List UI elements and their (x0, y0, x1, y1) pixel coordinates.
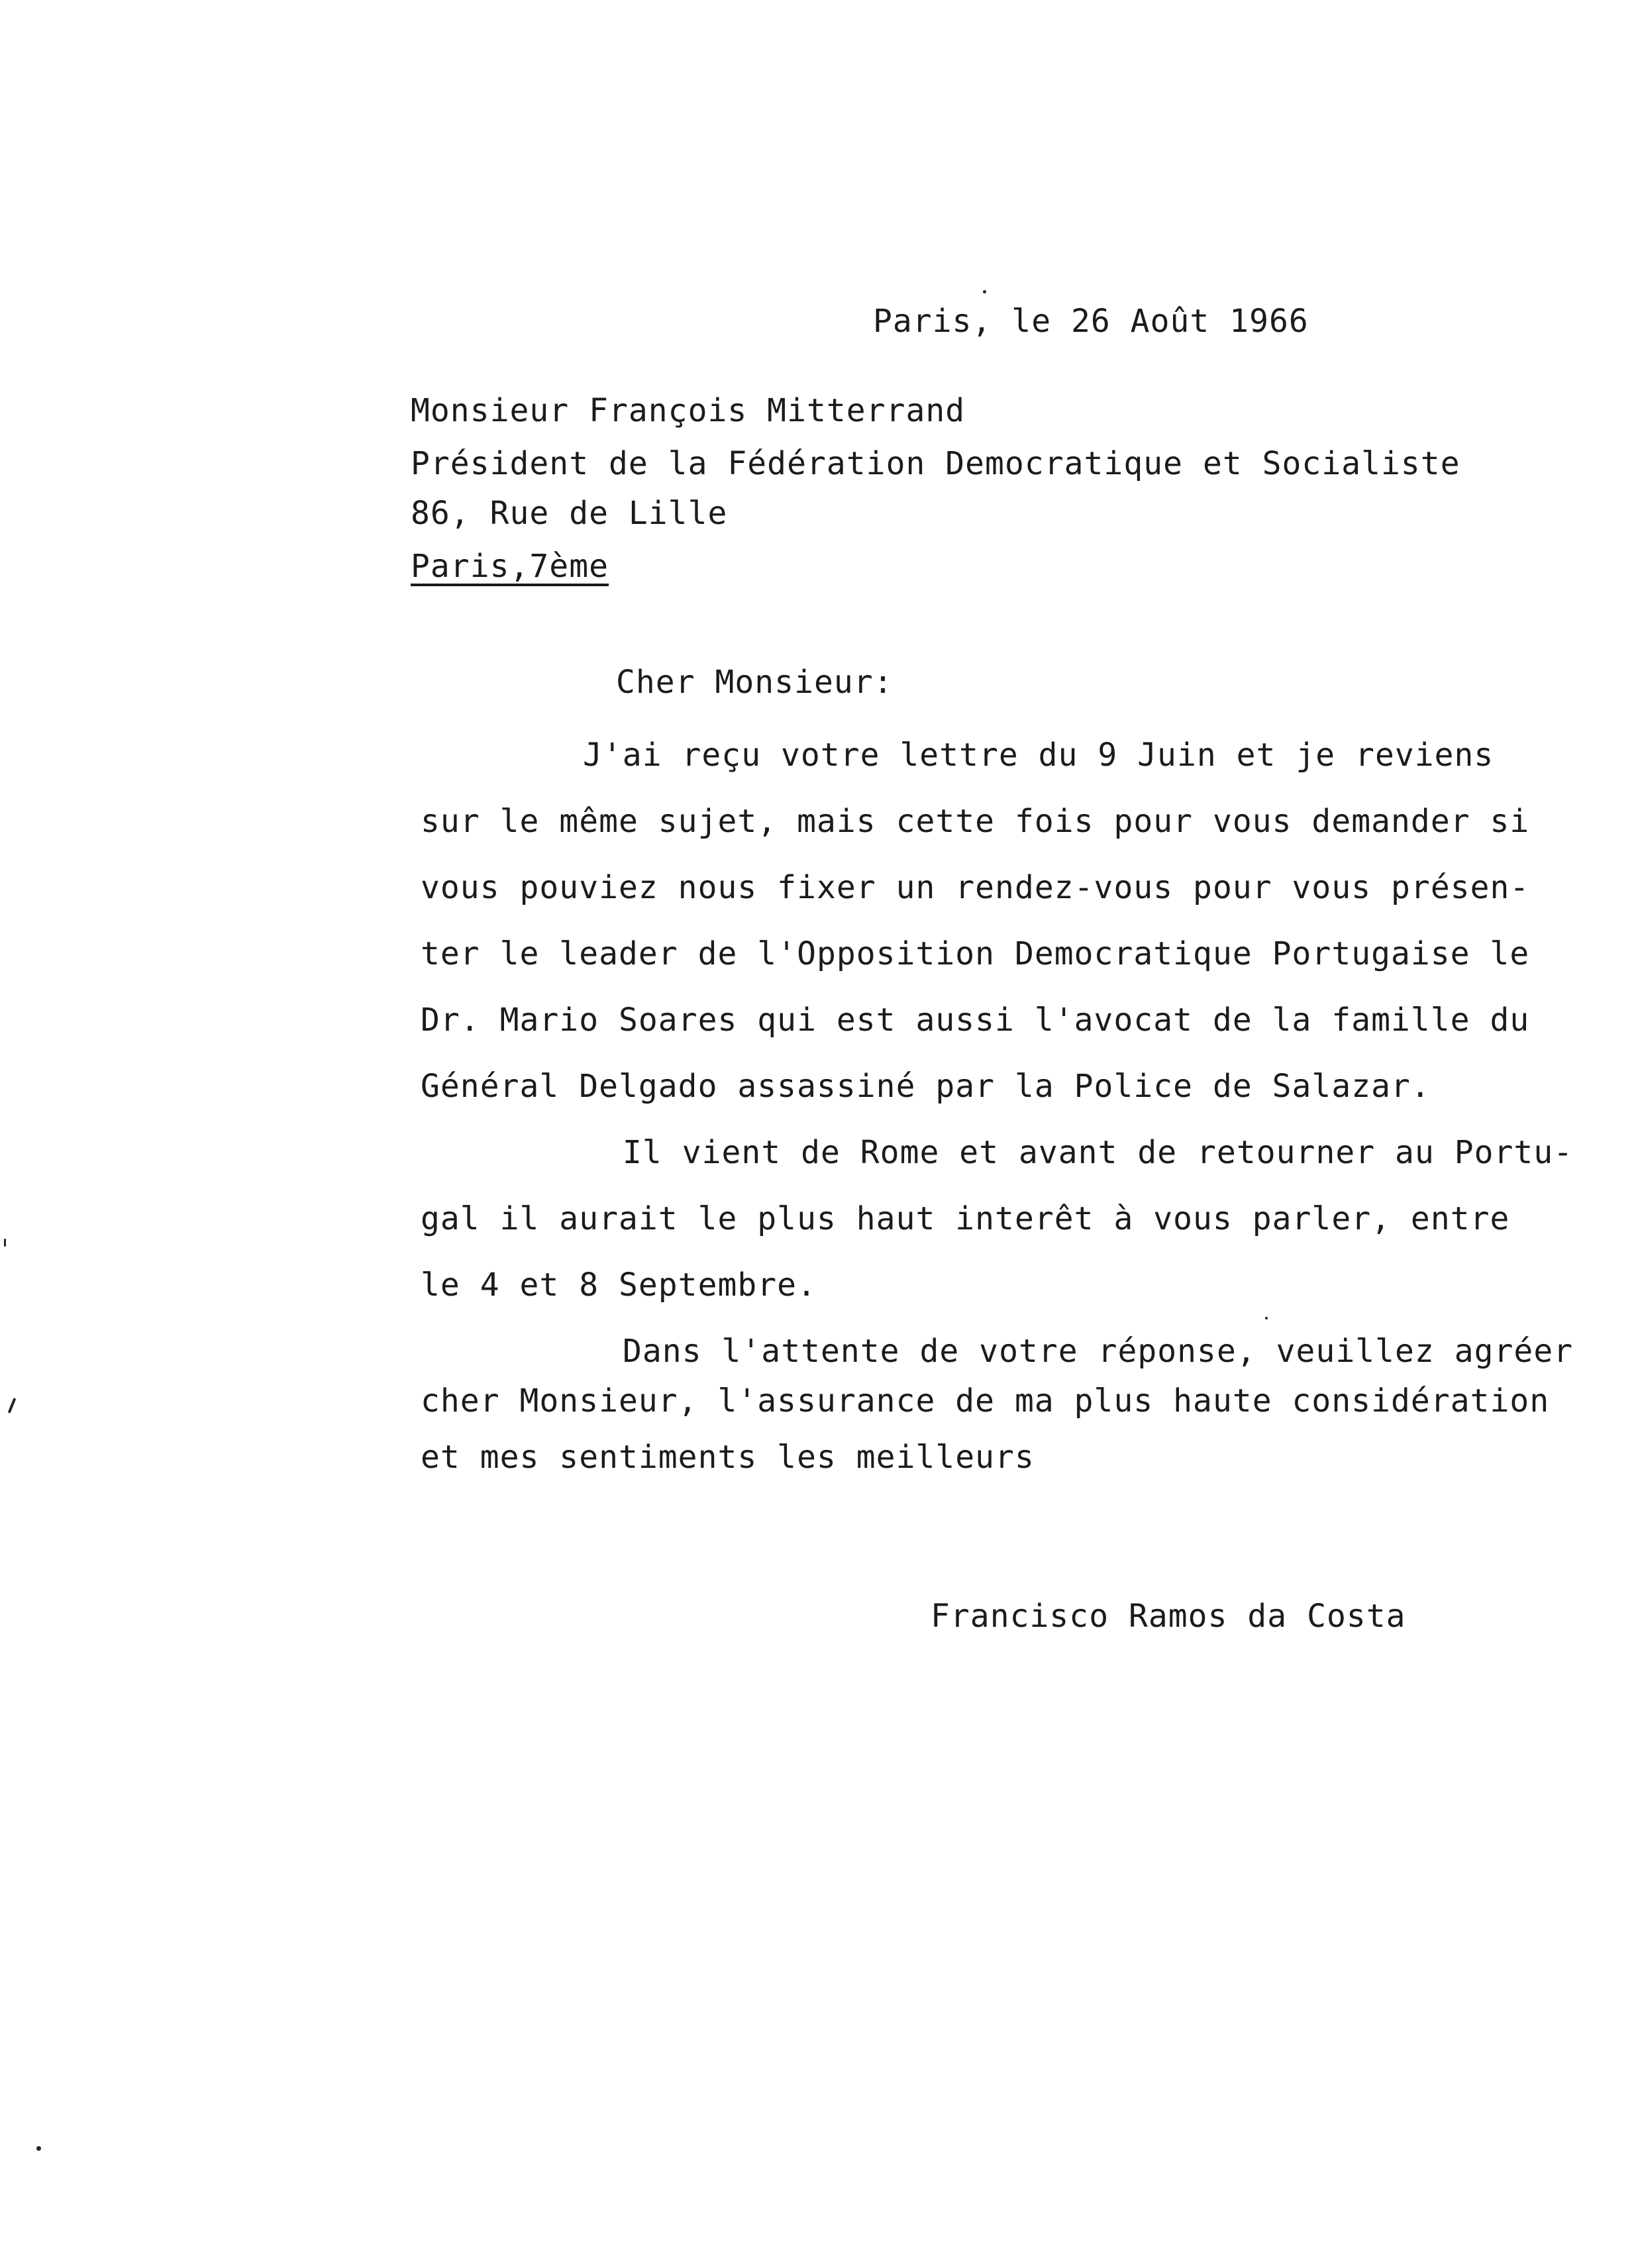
recipient-title: Président de la Fédération Democratique et Socialiste (411, 445, 1460, 482)
body-line-10: Dans l'attente de votre réponse, veuillez agréer (623, 1333, 1574, 1370)
scan-speck (4, 1239, 6, 1247)
signature-name: Francisco Ramos da Costa (931, 1598, 1406, 1635)
scan-speck (8, 1398, 17, 1414)
scan-speck (983, 290, 986, 293)
salutation: Cher Monsieur: (616, 664, 893, 701)
recipient-city: Paris,7ème (411, 548, 609, 585)
body-line-2: sur le même sujet, mais cette fois pour vous demander si (421, 803, 1530, 840)
recipient-street: 86, Rue de Lille (411, 495, 728, 532)
letter-date: Paris, le 26 Août 1966 (873, 303, 1309, 340)
body-line-5: Dr. Mario Soares qui est aussi l'avocat de la famille du (421, 1002, 1530, 1039)
scan-speck (36, 2146, 41, 2151)
body-line-8: gal il aurait le plus haut interêt à vous parler, entre (421, 1200, 1510, 1237)
scan-speck (1265, 1317, 1268, 1319)
body-line-9: le 4 et 8 Septembre. (421, 1266, 817, 1304)
body-line-12: et mes sentiments les meilleurs (421, 1439, 1035, 1476)
body-line-6: Général Delgado assassiné par la Police de Salazar. (421, 1068, 1431, 1105)
body-line-1: J'ai reçu votre lettre du 9 Juin et je reviens (583, 737, 1494, 774)
body-line-11: cher Monsieur, l'assurance de ma plus haute considération (421, 1382, 1550, 1419)
body-line-4: ter le leader de l'Opposition Democratique Portugaise le (421, 935, 1530, 972)
body-line-7: Il vient de Rome et avant de retourner au Portu- (623, 1134, 1574, 1171)
recipient-name: Monsieur François Mitterrand (411, 392, 966, 429)
body-line-3: vous pouviez nous fixer un rendez-vous pour vous présen- (421, 869, 1530, 906)
